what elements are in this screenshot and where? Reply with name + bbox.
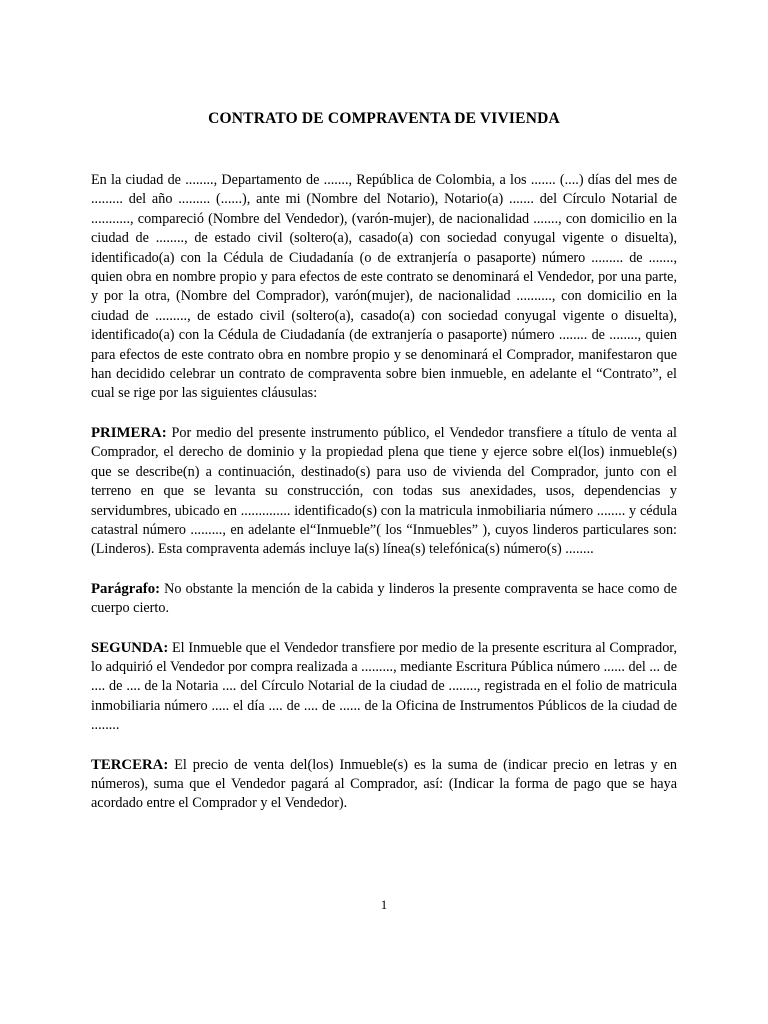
document-title: CONTRATO DE COMPRAVENTA DE VIVIENDA [208, 110, 560, 127]
clause-primera [91, 424, 677, 560]
intro-paragraph: En la ciudad de ........, Departamento de ......., República de Colombia, a los ....... (....) días del mes de ......... del año ......... (......), ante mi (Nombre del Notario), Notario(a) ....... del Círculo Notarial de ..........., compareció (Nombre del Vendedor), (varón-mujer), de nacionalidad ......., con domicilio en la ciudad de ........, de estado civil (soltero(a), casado(a) con sociedad conyugal vigente o disuelta), identificado(a) con la Cédula de Ciudadanía (o de extranjería o pasaporte) número ......... de ......., quien obra en nombre propio y para efectos de este contrato se denominará el Vendedor, por una parte, y por la otra, (Nombre del Comprador), varón(mujer), de nacionalidad .........., con domicilio en la ciudad de ........., de estado civil (soltero(a), casado(a) con sociedad conyugal vigente o disuelta), identificado(a) con la Cédula de Ciudadanía (de extranjería o pasaporte) número ........ de ........, quien para efectos de este contrato obra en nombre propio y se denominará el Comprador, manifestaron que han decidido celebrar un contrato de compraventa sobre bien inmueble, en adelante el “Contrato”, el cual se rige por las siguientes cláusulas: [91, 172, 677, 402]
clause-primera-text: Por medio del presente instrumento público, el Vendedor transfiere a título de venta al Comprador, el derecho de dominio y la propiedad plena que tiene y ejerce sobre el(los) inmueble(s) que se describe(n) a continuación, destinado(s) para uso de vivienda del Comprador, junto con el terreno en que se levanta su construcción, con todas sus anexidades, usos, dependencias y servidumbres, ubicado en .............. identificado(s) con la matricula inmobiliaria número ........ y cédula catastral número ........., en adelante el“Inmueble”( los “Inmuebles” ), cuyos linderos particulares son: (Linderos). Esta compraventa además incluye la(s) línea(s) telefónica(s) número(s) ........ [91, 424, 677, 558]
document-body [91, 171, 677, 814]
clause-tercera-label: TERCERA: [91, 756, 169, 773]
clause-tercera [91, 756, 677, 814]
clause-tercera-text: El precio de venta del(los) Inmueble(s) es la suma de (indicar precio en letras y en números), suma que el Vendedor pagará al Comprador, así: (Indicar la forma de pago que se haya acordado entre el Comprador y el Vendedor). [91, 756, 677, 812]
clause-paragrafo [91, 580, 677, 619]
clause-paragrafo-label: Parágrafo: [91, 580, 161, 597]
clause-paragrafo-text: No obstante la mención de la cabida y linderos la presente compraventa se hace como de cuerpo cierto. [91, 580, 677, 617]
clause-segunda-label: SEGUNDA: [91, 639, 169, 656]
clause-primera-label: PRIMERA: [91, 424, 167, 441]
page-number: 1 [380, 897, 388, 912]
clause-segunda-text: El Inmueble que el Vendedor transfiere por medio de la presente escritura al Comprador, lo adquirió el Vendedor por compra realizada a ........., mediante Escritura Pública número ...... del ... de .... de .... de la Notaria .... del Círculo Notarial de la ciudad de ........, registrada en el folio de matricula inmobiliaria número ..... el día .... de .... de ...... de la Oficina de Instrumentos Públicos de la ciudad de ........ [91, 639, 677, 734]
clause-segunda [91, 639, 677, 736]
